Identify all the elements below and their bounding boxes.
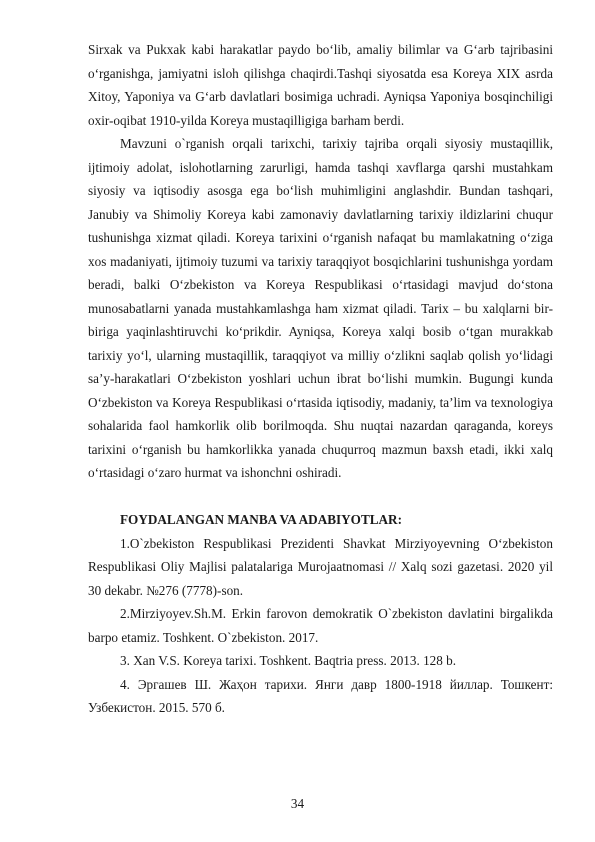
reference-item-2: 2.Mirziyoyev.Sh.M. Erkin farovon demokratik O`zbekiston davlatini birgalikda barpo etamiz. Toshkent. O`zbekiston. 2017. [88, 606, 553, 645]
body-paragraph-2: Mavzuni o`rganish orqali tarixchi, tarixiy tajriba orqali siyosiy mustaqillik, ijtimoiy adolat, islohotlarning zarurligi, hamda tashqi xavflarga qarshi mustahkam siyosiy va iqtisodiy asosga ega bo‘lish muhimligini anglashdir. Bundan tashqari, Janubiy va Shimoliy Koreya kabi zamonaviy davlatlarning tarixiy ildizlarini chuqur tushunishga xizmat qiladi. Koreya tarixini o‘rganish nafaqat bu mamlakatning o‘ziga xos madaniyati, ijtimoiy tuzumi va tarixiy taraqqiyot bosqichlarini tushunishga yordam beradi, balki O‘zbekiston va Koreya Respublikasi o‘rtasidagi mavjud do‘stona munosabatlarni yanada mustahkamlashga ham xizmat qiladi. Tarix – bu xalqlarni bir-biriga yaqinlashtiruvchi ko‘prikdir. Ayniqsa, Koreya xalqi bosib o‘tgan murakkab tarixiy yo‘l, ularning mustaqillik, taraqqiyot va milliy o‘zlikni saqlab qolish yo‘lidagi sa’y-harakatlari O‘zbekiston yoshlari uchun ibrat bo‘lishi mumkin. Bugungi kunda O‘zbekiston va Koreya Respublikasi o‘rtasida iqtisodiy, madaniy, ta’lim va texnologiya sohalarida faol hamkorlik olib borilmoqda. Shu nuqtai nazardan qaraganda, koreys tarixini o‘rganish bu hamkorlikka yanada chuqurroq mazmun baxsh etadi, ikki xalq o‘rtasidagi o‘zaro hurmat va ishonchni oshiradi. [88, 136, 553, 480]
reference-item-3: 3. Xan V.S. Koreya tarixi. Toshkent. Baqtria press. 2013. 128 b. [120, 653, 457, 668]
document-page [88, 38, 553, 720]
references-heading: FOYDALANGAN MANBA VA ADABIYOTLAR: [120, 512, 402, 527]
body-paragraph-1: Sirxak va Pukxak kabi harakatlar paydo bo‘lib, amaliy bilimlar va G‘arb tajribasini o‘rganishga, jamiyatni isloh qilishga chaqirdi.Tashqi siyosatda esa Koreya XIX asrda Xitoy, Yaponiya va G‘arb davlatlari bosimiga uchradi. Ayniqsa Yaponiya bosqinchiligi oxir-oqibat 1910-yilda Koreya mustaqilligiga barham berdi. [88, 42, 553, 128]
section-spacer [88, 485, 553, 509]
page-number: 34 [290, 796, 305, 811]
reference-item-1: 1.O`zbekiston Respublikasi Prezidenti Shavkat Mirziyoyevning O‘zbekiston Respublikasi Oliy Majlisi palatalariga Murojaatnomasi // Xalq sozi gazetasi. 2020 yil 30 dekabr. №276 (7778)-son. [88, 535, 553, 598]
reference-item-4: 4. Эргашев Ш. Жаҳон тарихи. Янги давр 1800-1918 йиллар. Тошкент: Узбекистон. 2015. 570 б. [88, 676, 553, 715]
